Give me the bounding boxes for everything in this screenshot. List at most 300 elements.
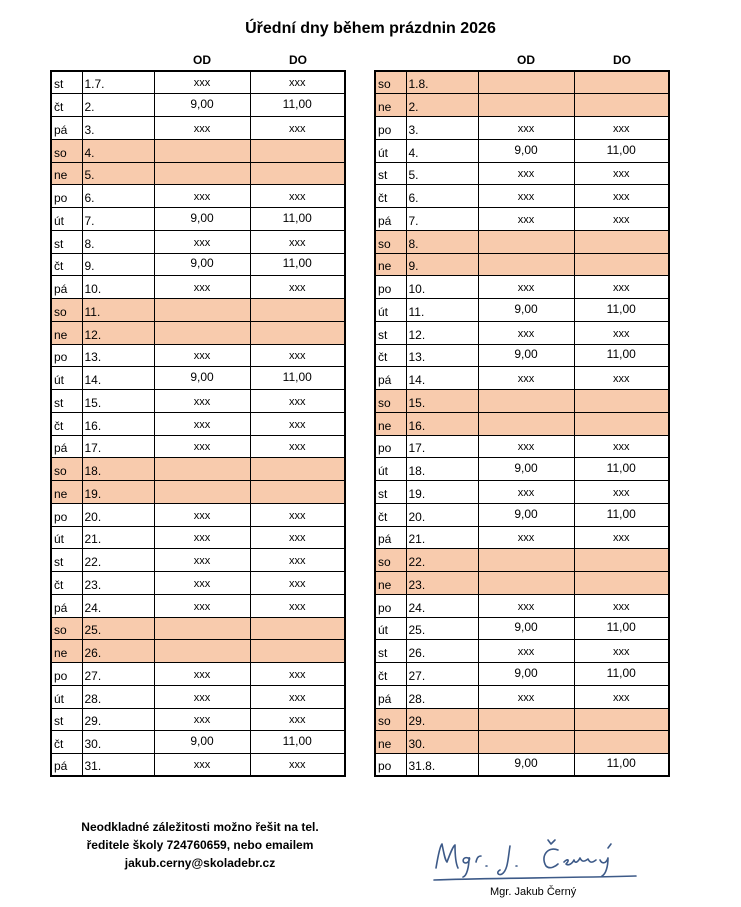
- day-cell: so: [51, 139, 82, 162]
- date-cell: 11.: [82, 299, 154, 322]
- do-cell: 11,00: [250, 94, 345, 117]
- date-cell: 19.: [82, 481, 154, 504]
- date-cell: 24.: [82, 594, 154, 617]
- od-cell: xxx: [478, 367, 574, 390]
- table-row: [375, 708, 669, 731]
- od-cell: xxx: [154, 435, 250, 458]
- table-row: [51, 708, 345, 731]
- signatory-name: Mgr. Jakub Černý: [490, 886, 577, 898]
- do-cell: [250, 139, 345, 162]
- od-cell: [478, 253, 574, 276]
- day-cell: čt: [51, 572, 82, 595]
- od-cell: [478, 71, 574, 94]
- od-cell: 9,00: [154, 253, 250, 276]
- do-cell: 11,00: [250, 731, 345, 754]
- day-cell: pá: [375, 526, 406, 549]
- date-cell: 6.: [406, 185, 478, 208]
- day-cell: st: [375, 162, 406, 185]
- table-row: [51, 572, 345, 595]
- do-cell: 11,00: [574, 503, 669, 526]
- do-cell: xxx: [574, 162, 669, 185]
- table-row: [375, 435, 669, 458]
- table-row: [51, 299, 345, 322]
- table-row: [51, 458, 345, 481]
- do-cell: xxx: [574, 185, 669, 208]
- do-cell: [250, 321, 345, 344]
- day-cell: út: [51, 367, 82, 390]
- date-cell: 26.: [406, 640, 478, 663]
- od-cell: [154, 458, 250, 481]
- table-row: [51, 276, 345, 299]
- day-cell: út: [375, 458, 406, 481]
- table-row: [375, 412, 669, 435]
- signature-image: [430, 832, 640, 889]
- page-title: Úřední dny během prázdnin 2026: [245, 20, 496, 37]
- day-cell: pá: [51, 594, 82, 617]
- do-cell: 11,00: [574, 458, 669, 481]
- do-cell: [574, 708, 669, 731]
- date-cell: 20.: [406, 503, 478, 526]
- date-cell: 30.: [406, 731, 478, 754]
- day-cell: čt: [51, 253, 82, 276]
- table-row: [375, 503, 669, 526]
- date-cell: 31.8.: [406, 754, 478, 777]
- date-cell: 21.: [82, 526, 154, 549]
- day-cell: ne: [375, 94, 406, 117]
- day-cell: so: [375, 71, 406, 94]
- do-cell: [250, 617, 345, 640]
- left-col-header-od: OD: [193, 53, 211, 67]
- do-cell: xxx: [574, 117, 669, 140]
- do-cell: xxx: [250, 412, 345, 435]
- date-cell: 7.: [406, 208, 478, 231]
- do-cell: 11,00: [574, 139, 669, 162]
- do-cell: [250, 481, 345, 504]
- day-cell: čt: [51, 412, 82, 435]
- od-cell: xxx: [154, 276, 250, 299]
- date-cell: 5.: [406, 162, 478, 185]
- od-cell: xxx: [154, 526, 250, 549]
- day-cell: út: [51, 685, 82, 708]
- day-cell: po: [51, 503, 82, 526]
- date-cell: 3.: [82, 117, 154, 140]
- od-cell: xxx: [154, 594, 250, 617]
- od-cell: [478, 390, 574, 413]
- table-row: [375, 139, 669, 162]
- day-cell: čt: [375, 663, 406, 686]
- table-row: [51, 230, 345, 253]
- do-cell: xxx: [574, 526, 669, 549]
- table-row: [51, 321, 345, 344]
- day-cell: út: [375, 617, 406, 640]
- day-cell: čt: [51, 94, 82, 117]
- day-cell: so: [51, 458, 82, 481]
- table-row: [375, 663, 669, 686]
- table-row: [51, 594, 345, 617]
- day-cell: čt: [51, 731, 82, 754]
- do-cell: xxx: [574, 276, 669, 299]
- od-cell: xxx: [478, 481, 574, 504]
- table-row: [51, 185, 345, 208]
- date-cell: 18.: [82, 458, 154, 481]
- do-cell: xxx: [250, 526, 345, 549]
- do-cell: [574, 412, 669, 435]
- day-cell: ne: [375, 253, 406, 276]
- od-cell: xxx: [154, 572, 250, 595]
- do-cell: xxx: [574, 685, 669, 708]
- table-row: [375, 526, 669, 549]
- table-row: [51, 367, 345, 390]
- date-cell: 23.: [406, 572, 478, 595]
- table-row: [375, 299, 669, 322]
- od-cell: xxx: [154, 503, 250, 526]
- do-cell: xxx: [250, 594, 345, 617]
- left-col-header-do: DO: [289, 53, 307, 67]
- do-cell: xxx: [250, 276, 345, 299]
- date-cell: 21.: [406, 526, 478, 549]
- od-cell: [154, 640, 250, 663]
- table-row: [375, 617, 669, 640]
- do-cell: 11,00: [574, 617, 669, 640]
- table-row: [51, 526, 345, 549]
- table-row: [51, 731, 345, 754]
- od-cell: 9,00: [154, 731, 250, 754]
- day-cell: út: [51, 526, 82, 549]
- od-cell: 9,00: [478, 754, 574, 777]
- day-cell: so: [375, 390, 406, 413]
- day-cell: po: [51, 185, 82, 208]
- od-cell: xxx: [154, 390, 250, 413]
- day-cell: st: [375, 481, 406, 504]
- od-cell: [154, 299, 250, 322]
- table-row: [51, 390, 345, 413]
- table-row: [375, 94, 669, 117]
- table-row: [375, 731, 669, 754]
- date-cell: 29.: [82, 708, 154, 731]
- day-cell: pá: [51, 435, 82, 458]
- do-cell: [250, 458, 345, 481]
- do-cell: xxx: [250, 230, 345, 253]
- date-cell: 1.8.: [406, 71, 478, 94]
- od-cell: xxx: [478, 276, 574, 299]
- od-cell: xxx: [478, 117, 574, 140]
- od-cell: [154, 481, 250, 504]
- day-cell: st: [51, 708, 82, 731]
- table-row: [375, 253, 669, 276]
- od-cell: xxx: [478, 685, 574, 708]
- od-cell: 9,00: [478, 299, 574, 322]
- table-row: [375, 185, 669, 208]
- day-cell: po: [375, 754, 406, 777]
- do-cell: xxx: [574, 435, 669, 458]
- table-row: [51, 481, 345, 504]
- table-row: [51, 663, 345, 686]
- od-cell: xxx: [154, 685, 250, 708]
- od-cell: xxx: [154, 708, 250, 731]
- date-cell: 30.: [82, 731, 154, 754]
- day-cell: st: [375, 321, 406, 344]
- od-cell: xxx: [478, 162, 574, 185]
- od-cell: 9,00: [478, 617, 574, 640]
- od-cell: [478, 412, 574, 435]
- do-cell: 11,00: [574, 663, 669, 686]
- date-cell: 20.: [82, 503, 154, 526]
- table-row: [51, 117, 345, 140]
- od-cell: [478, 230, 574, 253]
- od-cell: xxx: [154, 663, 250, 686]
- od-cell: [478, 708, 574, 731]
- table-row: [375, 685, 669, 708]
- do-cell: xxx: [250, 344, 345, 367]
- do-cell: xxx: [250, 663, 345, 686]
- do-cell: xxx: [250, 549, 345, 572]
- od-cell: xxx: [478, 185, 574, 208]
- table-row: [51, 94, 345, 117]
- date-cell: 7.: [82, 208, 154, 231]
- do-cell: [574, 230, 669, 253]
- date-cell: 25.: [406, 617, 478, 640]
- table-row: [51, 139, 345, 162]
- table-row: [51, 71, 345, 94]
- table-row: [375, 572, 669, 595]
- do-cell: xxx: [250, 708, 345, 731]
- do-cell: [574, 549, 669, 572]
- do-cell: [574, 390, 669, 413]
- od-cell: [154, 617, 250, 640]
- date-cell: 13.: [406, 344, 478, 367]
- od-cell: 9,00: [478, 458, 574, 481]
- table-row: [51, 344, 345, 367]
- date-cell: 11.: [406, 299, 478, 322]
- table-row: [375, 321, 669, 344]
- table-row: [375, 208, 669, 231]
- table-row: [51, 617, 345, 640]
- date-cell: 15.: [406, 390, 478, 413]
- day-cell: ne: [51, 640, 82, 663]
- do-cell: xxx: [574, 321, 669, 344]
- od-cell: xxx: [154, 754, 250, 777]
- date-cell: 27.: [82, 663, 154, 686]
- do-cell: [574, 94, 669, 117]
- date-cell: 3.: [406, 117, 478, 140]
- day-cell: pá: [51, 276, 82, 299]
- table-row: [375, 458, 669, 481]
- od-cell: xxx: [478, 640, 574, 663]
- table-row: [375, 117, 669, 140]
- day-cell: ne: [375, 731, 406, 754]
- date-cell: 26.: [82, 640, 154, 663]
- table-row: [51, 208, 345, 231]
- august-schedule-table: [374, 70, 670, 777]
- do-cell: xxx: [289, 759, 306, 772]
- od-cell: xxx: [154, 230, 250, 253]
- day-cell: so: [375, 708, 406, 731]
- od-cell: 9,00: [478, 663, 574, 686]
- od-cell: [154, 139, 250, 162]
- date-cell: 18.: [406, 458, 478, 481]
- od-cell: 9,00: [478, 139, 574, 162]
- date-cell: 9.: [406, 253, 478, 276]
- do-cell: 11,00: [250, 208, 345, 231]
- day-cell: pá: [375, 685, 406, 708]
- table-row: [375, 367, 669, 390]
- do-cell: 11,00: [250, 367, 345, 390]
- day-cell: čt: [375, 503, 406, 526]
- table-row: [51, 640, 345, 663]
- day-cell: ne: [51, 481, 82, 504]
- do-cell: xxx: [250, 71, 345, 94]
- od-cell: [478, 549, 574, 572]
- od-cell: xxx: [154, 117, 250, 140]
- date-cell: 14.: [82, 367, 154, 390]
- do-cell: 11,00: [250, 253, 345, 276]
- table-row: [375, 390, 669, 413]
- do-cell: xxx: [250, 390, 345, 413]
- day-cell: pá: [51, 754, 82, 777]
- day-cell: út: [51, 208, 82, 231]
- od-cell: 9,00: [478, 344, 574, 367]
- table-row: [375, 640, 669, 663]
- day-cell: ne: [375, 572, 406, 595]
- date-cell: 2.: [82, 94, 154, 117]
- date-cell: 12.: [406, 321, 478, 344]
- do-cell: xxx: [250, 685, 345, 708]
- do-cell: xxx: [250, 185, 345, 208]
- date-cell: 27.: [406, 663, 478, 686]
- od-cell: xxx: [478, 435, 574, 458]
- do-cell: [250, 299, 345, 322]
- day-cell: ne: [51, 321, 82, 344]
- do-cell: [574, 253, 669, 276]
- day-cell: st: [51, 549, 82, 572]
- table-row: [51, 253, 345, 276]
- day-cell: po: [375, 594, 406, 617]
- od-cell: [478, 731, 574, 754]
- date-cell: 10.: [406, 276, 478, 299]
- do-cell: xxx: [250, 503, 345, 526]
- date-cell: 12.: [82, 321, 154, 344]
- od-cell: xxx: [154, 344, 250, 367]
- day-cell: st: [51, 230, 82, 253]
- date-cell: 4.: [406, 139, 478, 162]
- date-cell: 16.: [82, 412, 154, 435]
- date-cell: 8.: [406, 230, 478, 253]
- od-cell: 9,00: [154, 208, 250, 231]
- od-cell: [478, 94, 574, 117]
- date-cell: 19.: [406, 481, 478, 504]
- table-row: [51, 549, 345, 572]
- table-row: [375, 276, 669, 299]
- od-cell: xxx: [154, 71, 250, 94]
- contact-note-line1: Neodkladné záležitosti možno řešit na tel.: [81, 820, 319, 834]
- date-cell: 9.: [82, 253, 154, 276]
- date-cell: 31.: [82, 754, 154, 777]
- date-cell: 22.: [406, 549, 478, 572]
- do-cell: [250, 640, 345, 663]
- table-row: [375, 344, 669, 367]
- do-cell: xxx: [250, 435, 345, 458]
- day-cell: pá: [375, 208, 406, 231]
- day-cell: so: [51, 299, 82, 322]
- od-cell: xxx: [154, 185, 250, 208]
- od-cell: [154, 162, 250, 185]
- day-cell: po: [375, 435, 406, 458]
- do-cell: xxx: [574, 594, 669, 617]
- date-cell: 16.: [406, 412, 478, 435]
- day-cell: út: [375, 139, 406, 162]
- day-cell: so: [51, 617, 82, 640]
- do-cell: xxx: [250, 117, 345, 140]
- date-cell: 1.7.: [82, 71, 154, 94]
- od-cell: xxx: [478, 594, 574, 617]
- od-cell: [154, 321, 250, 344]
- day-cell: so: [375, 230, 406, 253]
- table-row: [375, 230, 669, 253]
- od-cell: xxx: [478, 321, 574, 344]
- do-cell: xxx: [574, 367, 669, 390]
- table-row: [51, 503, 345, 526]
- day-cell: po: [375, 117, 406, 140]
- date-cell: 28.: [82, 685, 154, 708]
- od-cell: [478, 572, 574, 595]
- date-cell: 8.: [82, 230, 154, 253]
- contact-note-email: jakub.cerny@skoladebr.cz: [124, 856, 276, 870]
- table-row: [51, 685, 345, 708]
- do-cell: [574, 71, 669, 94]
- date-cell: 14.: [406, 367, 478, 390]
- do-cell: 11,00: [606, 756, 636, 771]
- right-col-header-od: OD: [517, 53, 535, 67]
- date-cell: 2.: [406, 94, 478, 117]
- table-row: [51, 162, 345, 185]
- table-row: [51, 412, 345, 435]
- do-cell: xxx: [574, 481, 669, 504]
- day-cell: so: [375, 549, 406, 572]
- table-row: [375, 481, 669, 504]
- table-row: [375, 594, 669, 617]
- right-col-header-do: DO: [613, 53, 631, 67]
- do-cell: [574, 572, 669, 595]
- day-cell: st: [375, 640, 406, 663]
- day-cell: ne: [51, 162, 82, 185]
- table-row: [375, 754, 669, 777]
- table-row: [375, 71, 669, 94]
- do-cell: xxx: [574, 640, 669, 663]
- date-cell: 6.: [82, 185, 154, 208]
- day-cell: st: [51, 71, 82, 94]
- do-cell: xxx: [574, 208, 669, 231]
- day-cell: čt: [375, 344, 406, 367]
- do-cell: 11,00: [574, 344, 669, 367]
- table-row: [375, 162, 669, 185]
- day-cell: ne: [375, 412, 406, 435]
- do-cell: [574, 731, 669, 754]
- day-cell: čt: [375, 185, 406, 208]
- do-cell: 11,00: [574, 299, 669, 322]
- date-cell: 10.: [82, 276, 154, 299]
- day-cell: st: [51, 390, 82, 413]
- july-schedule-table: [50, 70, 346, 777]
- table-row: [375, 549, 669, 572]
- table-row: [51, 435, 345, 458]
- date-cell: 24.: [406, 594, 478, 617]
- table-row: [51, 754, 345, 777]
- day-cell: út: [375, 299, 406, 322]
- date-cell: 13.: [82, 344, 154, 367]
- date-cell: 17.: [82, 435, 154, 458]
- od-cell: xxx: [478, 526, 574, 549]
- do-cell: [250, 162, 345, 185]
